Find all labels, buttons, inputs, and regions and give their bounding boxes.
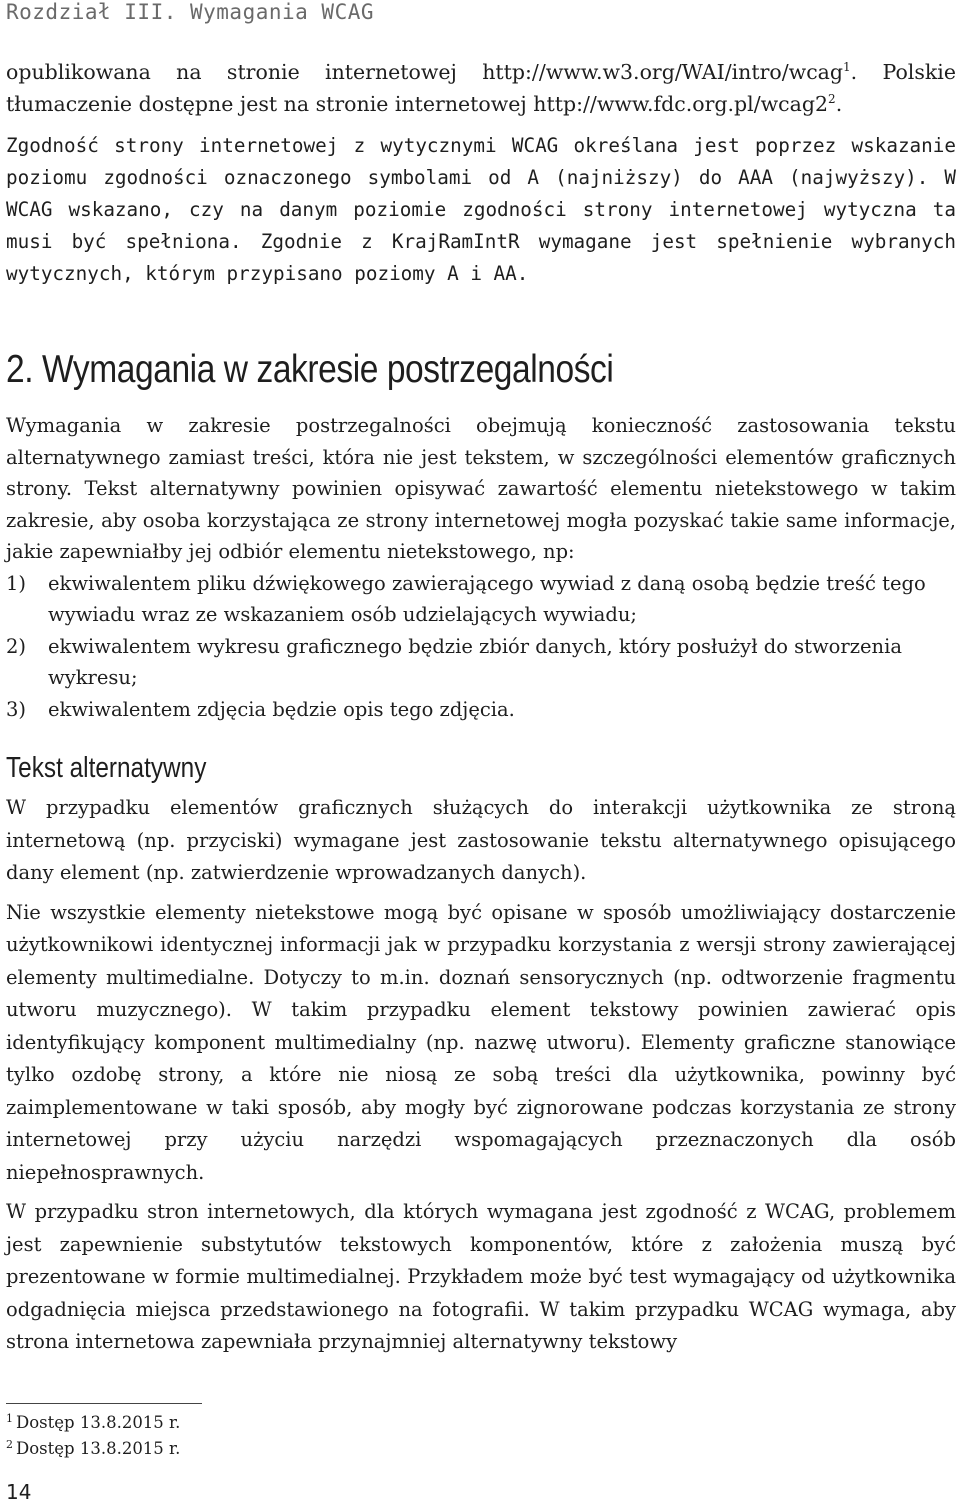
subsection-heading: Tekst alternatywny xyxy=(6,752,207,784)
intro-text: . Polskie tłumaczenie dostępne jest na stronie internetowej http://www.fdc.org.pl/wcag2 xyxy=(6,60,956,116)
list-item xyxy=(6,694,956,726)
running-head: Rozdział III. Wymagania WCAG xyxy=(6,0,375,24)
footnote-ref-2[interactable]: 2 xyxy=(828,92,836,107)
section-3-paragraph: W przypadku stron internetowych, dla których wymagana jest zgodność z WCAG, problemem jest zapewnienie substytutów tekstowych komponentów, które z założenia muszą być prezentowane w formie multimedialnej. Przykładem może być test wymagający od użytkownika odgadnięcia miejsca przedstawionego na fotografii. W takim przypadku WCAG wymaga, aby strona internetowa zapewniała przynajmniej alternatywny tekstowy xyxy=(6,1200,956,1353)
section-heading: 2. Wymagania w zakresie postrzegalności xyxy=(6,348,614,391)
equivalents-list xyxy=(6,568,956,726)
intro-text: opublikowana na stronie internetowej http://www.w3.org/WAI/intro/wcag xyxy=(6,60,844,84)
footnotes xyxy=(6,1410,180,1462)
list-text: ekwiwalentem zdjęcia będzie opis tego zdjęcia. xyxy=(48,697,515,721)
list-text: ekwiwalentem pliku dźwiękowego zawierającego wywiad z daną osobą będzie treść tego wywiadu wraz ze wskazaniem osób udzielających wywiadu; xyxy=(48,571,926,626)
footnote-number: 1 xyxy=(6,1411,13,1425)
list-text: ekwiwalentem wykresu graficznego będzie zbiór danych, który posłużył do stworzenia wykresu; xyxy=(48,634,902,689)
footnote-text: Dostęp 13.8.2015 r. xyxy=(16,1439,181,1458)
intro-paragraph-2: Zgodność strony internetowej z wytycznymi WCAG określana jest poprzez wskazanie poziomu zgodności oznaczonego symbolami od A (najniższy) do AAA (najwyższy). W WCAG wskazano, czy na danym poziomie zgodności strony internetowej wytyczna ta musi być spełniona. Zgodnie z KrajRamIntR wymagane jest spełnienie wybranych wytycznych, którym przypisano poziomy A i AA. xyxy=(6,134,956,285)
section-2-body xyxy=(6,410,956,725)
footnote-number: 2 xyxy=(6,1437,13,1451)
footnote-ref-1[interactable]: 1 xyxy=(843,60,851,75)
footnote-divider xyxy=(6,1403,202,1404)
intro-text: . xyxy=(835,92,843,116)
page-number: 14 xyxy=(6,1480,32,1504)
section-2-paragraph: Wymagania w zakresie postrzegalności obejmują konieczność zastosowania tekstu alternatywnego zamiast treści, która nie jest tekstem, w szczególności elementów graficznych strony. Tekst alternatywny powinien opisywać zawartość elementu nietekstowego w takim zakresie, aby osoba korzystająca ze strony internetowej mogła pozyskać takie same informacje, jakie zapewniałby jej odbiór elementu nietekstowego, np: xyxy=(6,414,956,563)
footnote xyxy=(6,1436,180,1462)
list-item xyxy=(6,568,956,631)
list-number: 3) xyxy=(6,697,27,721)
section-3-paragraph: Nie wszystkie elementy nietekstowe mogą być opisane w sposób umożliwiający dostarczenie użytkownikowi identycznej informacji jak w przypadku korzystania z wersji strony zawierającej elementy multimedialne. Dotyczy to m.in. doznań sensorycznych (np. odtworzenie fragmentu utworu muzycznego). W takim przypadku element tekstowy powinien zawierać opis identyfikujący komponent multimedialny (np. nazwę utworu). Elementy graficzne stanowiące tylko ozdobę strony, a które nie niosą ze sobą treści dla użytkownika, powinny być zaimplementowane w taki sposób, aby mogły być zignorowane podczas korzystania ze strony internetowej przy użyciu narzędzi wspomagających przeznaczonych dla osób niepełnosprawnych. xyxy=(6,900,956,1184)
list-number: 2) xyxy=(6,634,27,658)
list-number: 1) xyxy=(6,571,27,595)
section-3-paragraph: W przypadku elementów graficznych służących do interakcji użytkownika ze stroną internetową (np. przyciski) wymagane jest zastosowanie tekstu alternatywnego opisującego dany element (np. zatwierdzenie wprowadzanych danych). xyxy=(6,796,956,884)
intro-paragraph-1 xyxy=(6,56,956,120)
footnote xyxy=(6,1410,180,1436)
section-3-body xyxy=(6,792,956,1366)
list-item xyxy=(6,631,956,694)
footnote-text: Dostęp 13.8.2015 r. xyxy=(16,1413,181,1432)
intro-block xyxy=(6,56,956,300)
